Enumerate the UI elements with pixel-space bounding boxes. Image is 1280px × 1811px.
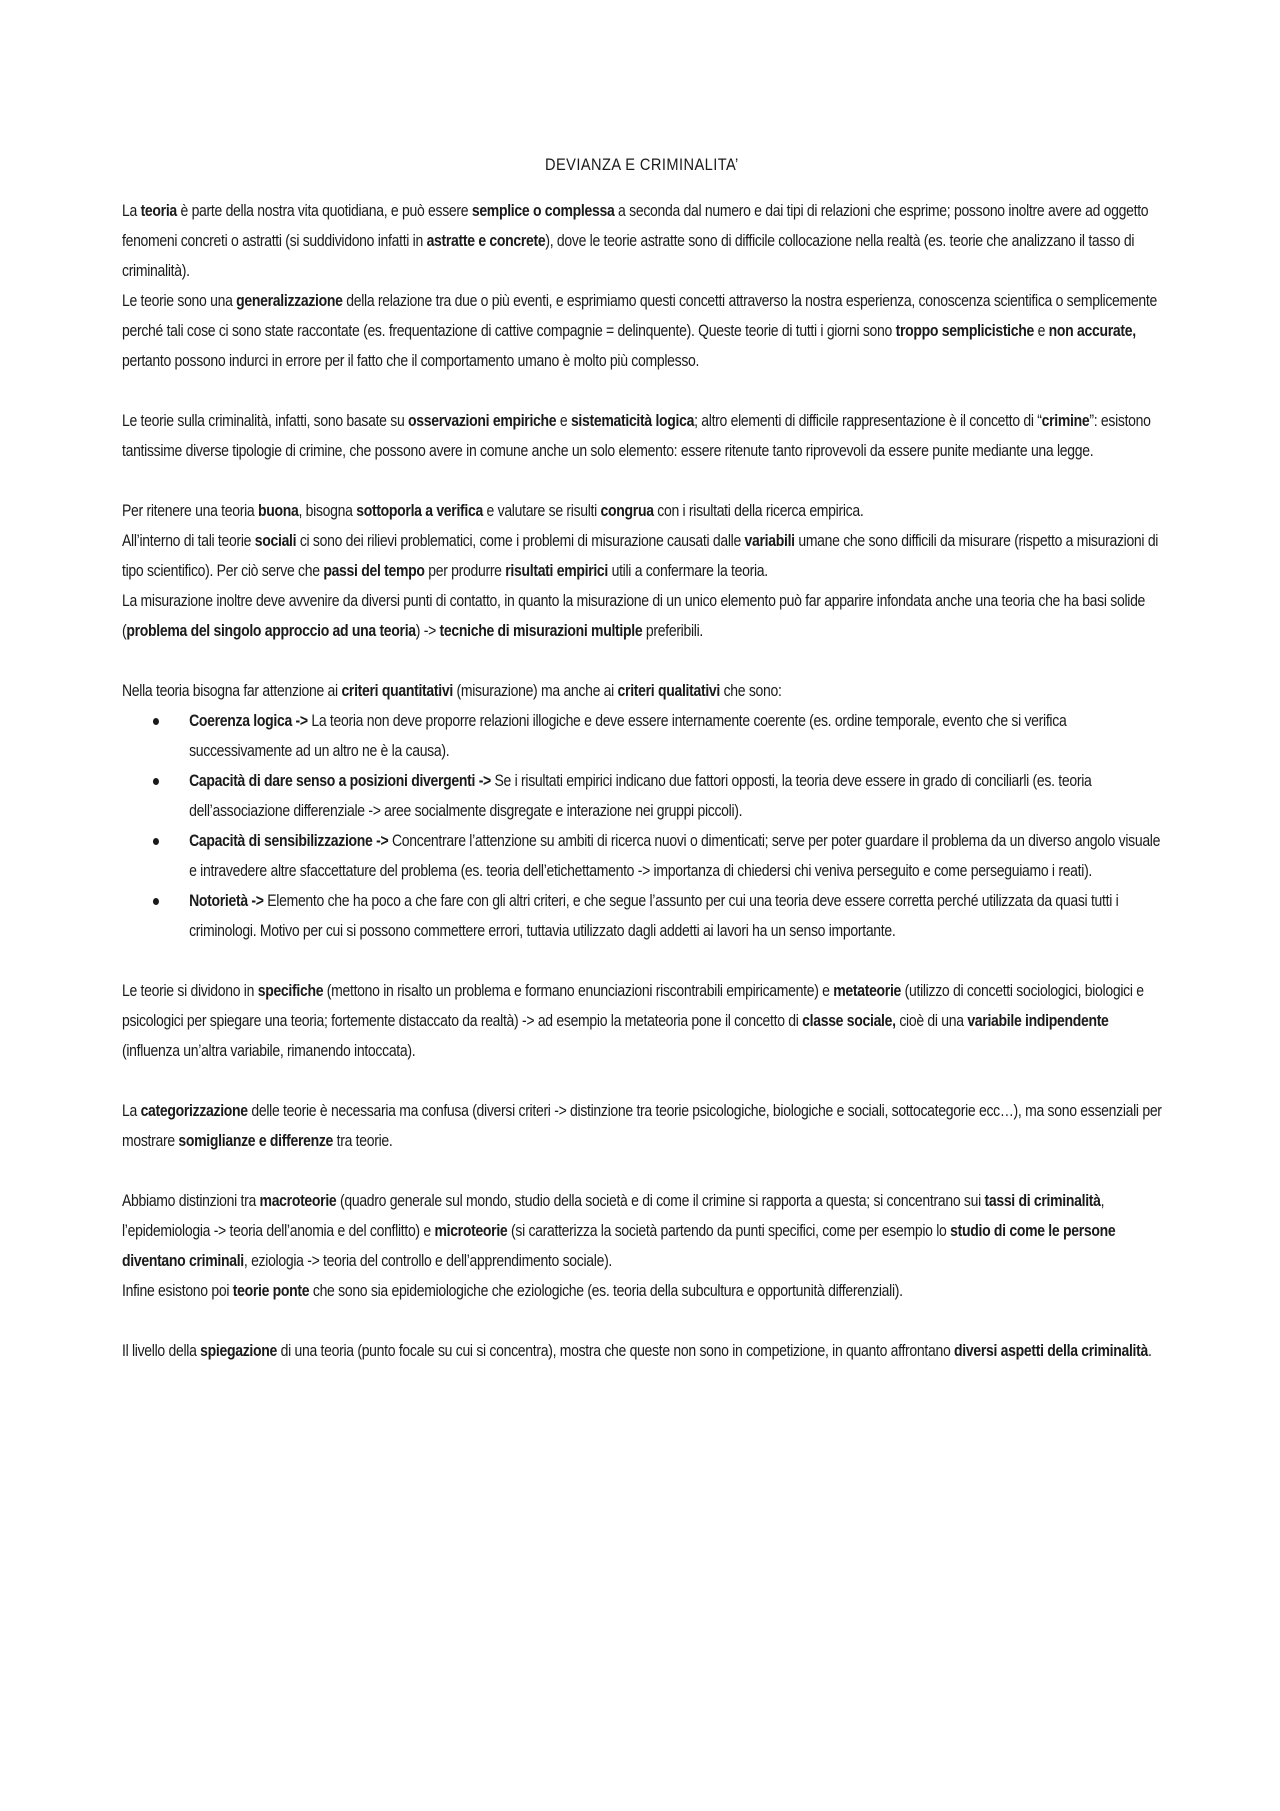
bold-term: generalizzazione [236,292,343,310]
bold-term: macroteorie [259,1192,337,1210]
bold-term: classe sociale, [802,1012,896,1030]
bold-term: metateorie [833,982,902,1000]
bold-term: variabile indipendente [967,1012,1109,1030]
bold-term: Capacità di sensibilizzazione -> [189,832,389,850]
bold-term: variabili [744,532,795,550]
bold-term: criteri qualitativi [617,682,721,700]
paragraph: Le teorie sono una generalizzazione della relazione tra due o più eventi, e esprimiamo questi concetti attraverso la nostra esperienza, conoscenza scientifica o semplicemente perché tali cose ci sono state raccontate (es. frequentazione di cattive compagnie = delinquente). Queste teorie di tutti i giorni sono troppo semplicistiche e non accurate, pertanto possono indurci in errore per il fatto che il comportamento umano è molto più complesso. [122,292,1157,370]
criteria-list [122,706,1162,946]
bold-term: semplice o complessa [471,202,615,220]
bold-term: criteri quantitativi [341,682,453,700]
list-item: Coerenza logica -> La teoria non deve proporre relazioni illogiche e deve essere internamente coerente (es. ordine temporale, evento che si verifica successivamente ad un altro ne è la causa). [189,706,1162,766]
paragraph: Le teorie sulla criminalità, infatti, sono basate su osservazioni empiriche e sistematicità logica; altro elementi di difficile rappresentazione è il concetto di “crimine”: esistono tantissime diverse tipologie di crimine, che possono avere in comune anche un solo elemento: essere ritenute tanto riprovevoli da essere punite mediante una legge. [122,412,1151,460]
bold-term: teorie ponte [232,1282,310,1300]
document-body [122,150,1162,1366]
paragraph: Il livello della spiegazione di una teoria (punto focale su cui si concentra), mostra che queste non sono in competizione, in quanto affrontano diversi aspetti della criminalità. [122,1342,1152,1360]
bold-term: sociali [254,532,297,550]
list-item: Capacità di sensibilizzazione -> Concentrare l’attenzione su ambiti di ricerca nuovi o dimenticati; serve per poter guardare il problema da un diverso angolo visuale e intravedere altre sfaccettature del problema (es. teoria dell’etichettamento -> importanza di chiedersi chi veniva perseguito e come perseguiamo i reati). [189,826,1162,886]
bold-term: astratte e concrete [426,232,546,250]
paragraph: Infine esistono poi teorie ponte che sono sia epidemiologiche che eziologiche (es. teoria della subcultura e opportunità differenziali). [122,1282,903,1300]
paragraph: La misurazione inoltre deve avvenire da diversi punti di contatto, in quanto la misurazione di un unico elemento può far apparire infondata anche una teoria che ha basi solide (problema del singolo approccio ad una teoria) -> tecniche di misurazioni multiple preferibili. [122,592,1146,640]
paragraph: Nella teoria bisogna far attenzione ai criteri quantitativi (misurazione) ma anche ai criteri qualitativi che sono: [122,682,782,700]
paragraph: La categorizzazione delle teorie è necessaria ma confusa (diversi criteri -> distinzione tra teorie psicologiche, biologiche e sociali, sottocategorie ecc…), ma sono essenziali per mostrare somiglianze e differenze tra teorie. [122,1102,1162,1150]
bold-term: Capacità di dare senso a posizioni divergenti -> [189,772,491,790]
bold-term: categorizzazione [140,1102,248,1120]
bold-term: spiegazione [200,1342,278,1360]
bold-term: non accurate, [1048,322,1136,340]
bold-term: microteorie [434,1222,508,1240]
paragraph: Abbiamo distinzioni tra macroteorie (quadro generale sul mondo, studio della società e di come il crimine si rapporta a questa; si concentrano sui tassi di criminalità, l’epidemiologia -> teoria dell’anomia e del conflitto) e microteorie (si caratterizza la società partendo da punti specifici, come per esempio lo studio di come le persone diventano criminali, eziologia -> teoria del controllo e dell’apprendimento sociale). [122,1192,1116,1270]
bold-term: problema del singolo approccio ad una teoria [126,622,416,640]
document-title: DEVIANZA E CRIMINALITA’ [544,155,739,174]
bold-term: studio di come le persone diventano criminali [122,1222,1116,1270]
bold-term: passi del tempo [323,562,425,580]
paragraph: Le teorie si dividono in specifiche (mettono in risalto un problema e formano enunciazioni riscontrabili empiricamente) e metateorie (utilizzo di concetti sociologici, biologici e psicologici per spiegare una teoria; fortemente distaccato da realtà) -> ad esempio la metateoria pone il concetto di classe sociale, cioè di una variabile indipendente (influenza un’altra variabile, rimanendo intoccata). [122,982,1144,1060]
paragraph: Per ritenere una teoria buona, bisogna sottoporla a verifica e valutare se risulti congrua con i risultati della ricerca empirica. [122,502,864,520]
list-item: Notorietà -> Elemento che ha poco a che fare con gli altri criteri, e che segue l’assunto per cui una teoria deve essere corretta perché utilizzata da quasi tutti i criminologi. Motivo per cui si possono commettere errori, tuttavia utilizzato dagli addetti ai lavori ha un senso importante. [189,886,1162,946]
bold-term: troppo semplicistiche [895,322,1035,340]
bold-term: tassi di criminalità [984,1192,1101,1210]
bold-term: osservazioni empiriche [408,412,557,430]
bold-term: teoria [140,202,177,220]
bold-term: diversi aspetti della criminalità [954,1342,1148,1360]
paragraph: La teoria è parte della nostra vita quotidiana, e può essere semplice o complessa a seconda dal numero e dai tipi di relazioni che esprime; possono inoltre avere ad oggetto fenomeni concreti o astratti (si suddividono infatti in astratte e concrete), dove le teorie astratte sono di difficile collocazione nella realtà (es. teorie che analizzano il tasso di criminalità). [122,202,1149,280]
bold-term: congrua [600,502,654,520]
bold-term: tecniche di misurazioni multiple [439,622,643,640]
bold-term: specifiche [257,982,324,1000]
bold-term: risultati empirici [505,562,609,580]
bold-term: crimine [1041,412,1090,430]
bold-term: sottoporla a verifica [356,502,483,520]
paragraph: All’interno di tali teorie sociali ci sono dei rilievi problematici, come i problemi di misurazione causati dalle variabili umane che sono difficili da misurare (rispetto a misurazioni di tipo scientifico). Per ciò serve che passi del tempo per produrre risultati empirici utili a confermare la teoria. [122,532,1159,580]
bold-term: buona [258,502,299,520]
bold-term: sistematicità logica [570,412,695,430]
bold-term: Coerenza logica -> [189,712,308,730]
list-item: Capacità di dare senso a posizioni divergenti -> Se i risultati empirici indicano due fattori opposti, la teoria deve essere in grado di conciliarli (es. teoria dell’associazione differenziale -> aree socialmente disgregate e interazione nei gruppi piccoli). [189,766,1162,826]
bold-term: Notorietà -> [189,892,264,910]
bold-term: somiglianze e differenze [178,1132,334,1150]
